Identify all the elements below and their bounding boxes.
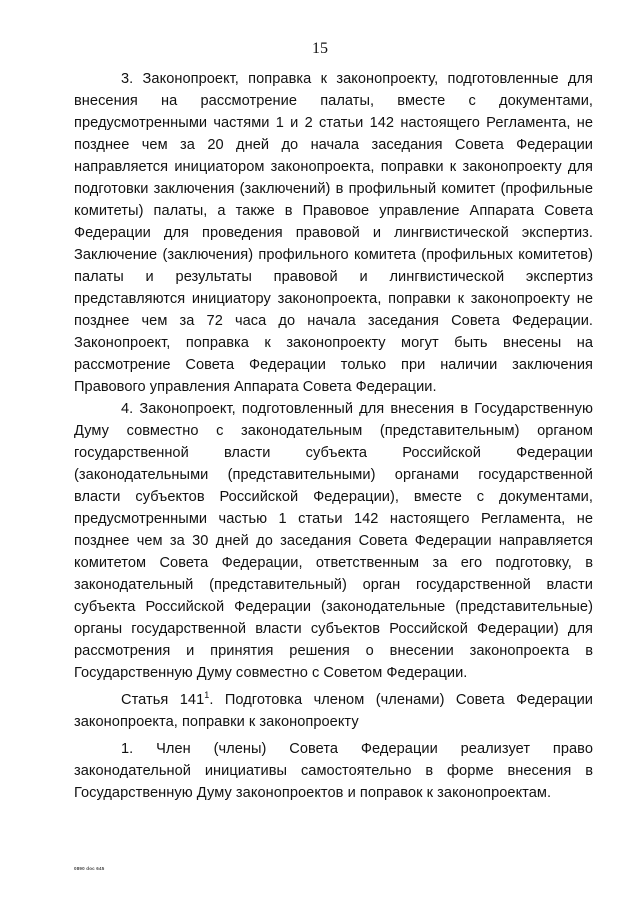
article-heading-superscript: 1 <box>204 690 210 701</box>
article-heading-title: . Подготовка членом (членами) Совета Федерации законопроекта, поправки к законопроекту <box>74 692 593 730</box>
footer-document-code: 0890 doc 645 <box>74 866 105 871</box>
article-heading-prefix: Статья 141 <box>121 692 205 708</box>
document-body <box>74 68 593 804</box>
article-heading <box>74 689 593 733</box>
page-number: 15 <box>312 40 328 57</box>
paragraph-part-3: 3. Законопроект, поправка к законопроекту, подготовленные для внесения на рассмотрение палаты, вместе с документами, предусмотренными частями 1 и 2 статьи 142 настоящего Регламента, не позднее чем за 20 дней до начала заседания Совета Федерации направляется инициатором законопроекта, поправки к законопроекту для подготовки заключения (заключений) в профильный комитет (профильные комитеты) палаты, а также в Правовое управление Аппарата Совета Федерации для проведения правовой и лингвистической экспертиз. Заключение (заключения) профильного комитета (профильных комитетов) палаты и результаты правовой и лингвистической экспертиз представляются инициатору законопроекта, поправки к законопроекту не позднее чем за 72 часа до начала заседания Совета Федерации. Законопроект, поправка к законопроекту могут быть внесены на рассмотрение Совета Федерации только при наличии заключения Правового управления Аппарата Совета Федерации. <box>74 71 593 395</box>
paragraph-article-part-1: 1. Член (члены) Совета Федерации реализует право законодательной инициативы самостоятельно в форме внесения в Государственную Думу законопроектов и поправок к законопроектам. <box>74 741 593 801</box>
paragraph-part-4: 4. Законопроект, подготовленный для внесения в Государственную Думу совместно с законодательным (представительным) органом государственной власти субъекта Российской Федерации (законодательными (представительными) органами государственной власти субъектов Российской Федерации), вместе с документами, предусмотренными частью 1 статьи 142 настоящего Регламента, не позднее чем за 30 дней до заседания Совета Федерации направляется комитетом Совета Федерации, ответственным за его подготовку, в законодательный (представительный) орган государственной власти субъекта Российской Федерации (законодательные (представительные) органы государственной власти субъектов Российской Федерации) для рассмотрения и принятия решения о внесении законопроекта в Государственную Думу совместно с Советом Федерации. <box>74 401 593 681</box>
